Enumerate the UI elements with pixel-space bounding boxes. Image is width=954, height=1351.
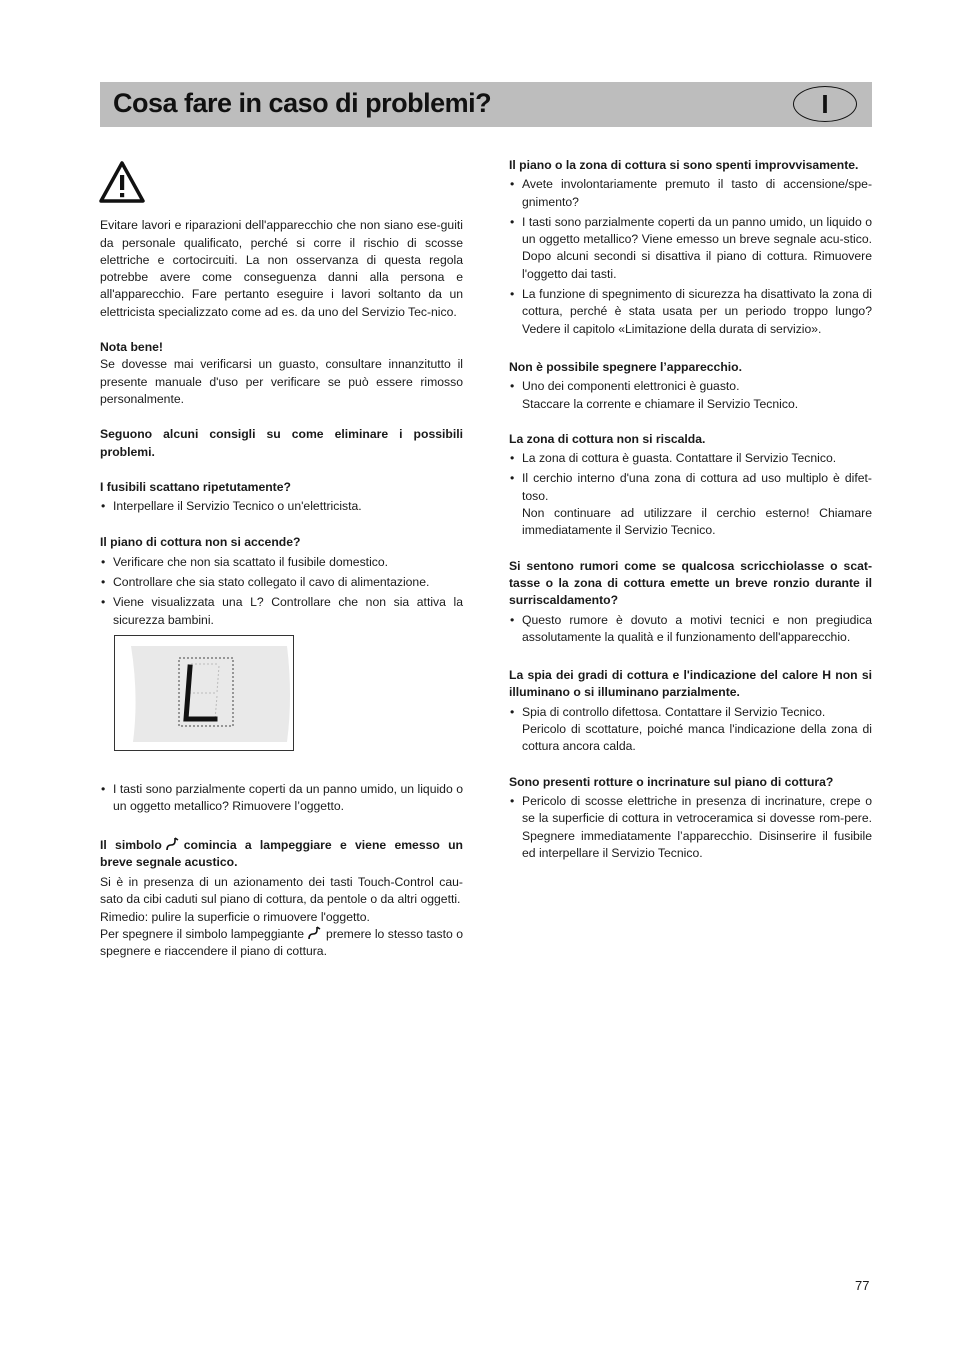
simbolo-text-1: Si è in presenza di un azionamento dei tasti Touch-Control cau-sato da cibi caduti sul piano di cottura, da pentole o da altri oggetti. xyxy=(100,875,463,907)
display-panel-icon xyxy=(115,636,293,750)
list-item: • Spia di controllo difettosa. Contattare il Servizio Tecnico. xyxy=(509,704,872,721)
list-item: • Avete involontariamente premuto il tasto di accensione/spe-gnimento? xyxy=(509,176,872,211)
rumori-heading: Si sentono rumori come se qualcosa scricchiolasse o scat-tasse o la zona di cottura emette un breve ronzio durante il surriscaldamento? xyxy=(509,558,872,608)
right-column xyxy=(509,157,872,865)
list-item: • Verificare che non sia scattato il fusibile domestico. xyxy=(100,554,463,571)
simbolo-text-2: Rimedio: pulire la superficie o rimuovere l'oggetto. xyxy=(100,909,370,924)
simbolo-heading-part: Il simbolo xyxy=(100,837,162,852)
touch-symbol-icon xyxy=(308,926,322,940)
spenti-heading: Il piano o la zona di cottura si sono spenti improvvisamente. xyxy=(509,158,859,172)
child-lock-display-illustration xyxy=(114,635,294,751)
simbolo-heading xyxy=(100,837,463,872)
riscalda-heading: La zona di cottura non si riscalda. xyxy=(509,431,706,446)
simbolo-text-part: premere lo stesso tasto o spegnere e riaccendere il piano di cottura. xyxy=(100,927,463,959)
nota-heading: Nota bene! xyxy=(100,340,163,355)
language-badge: I xyxy=(793,86,857,122)
consigli-heading: Seguono alcuni consigli su come eliminare i possibili problemi. xyxy=(100,427,463,459)
list-item: • Pericolo di scosse elettriche in presenza di incrinature, crepe o se la superficie di cottura in vetroceramica si dovesse rom-pere. Spegnere immediatamente l’apparecchio. Disinserire il fusibile ed interpellare il Servizio Tecnico. xyxy=(509,793,872,862)
spegnere-heading: Non è possibile spegnere l’apparecchio. xyxy=(509,359,742,374)
nota-text: Se dovesse mai verificarsi un guasto, consultare innanzitutto il presente manuale d'uso per verificare se può essere rimosso personalmente. xyxy=(100,357,463,406)
warning-icon xyxy=(98,160,146,204)
touch-symbol-icon xyxy=(166,837,180,851)
list-item: • Viene visualizzata una L? Controllare che non sia attiva la sicurezza bambini. xyxy=(100,594,463,629)
riscalda-list xyxy=(509,450,872,505)
accende-list xyxy=(100,554,463,629)
spegnere-list xyxy=(509,378,872,395)
list-item: • I tasti sono parzialmente coperti da un panno umido, un liquido o un oggetto metallico? Rimuovere l’oggetto. xyxy=(100,781,463,816)
page-title: Cosa fare in caso di problemi? xyxy=(113,88,492,118)
spia-heading: La spia dei gradi di cottura e l'indicazione del calore H non si illuminano o si illuminano parzialmente. xyxy=(509,668,872,700)
spenti-list xyxy=(509,176,872,338)
list-item: • La funzione di spegnimento di sicurezza ha disattivato la zona di cottura, perché è stata usata per un periodo troppo lungo? Vedere il capitolo «Limitazione della durata di servizio». xyxy=(509,286,872,338)
spia-continuation: Pericolo di scottature, poiché manca l'indicazione della zona di cottura ancora calda. xyxy=(522,722,872,754)
list-item: • I tasti sono parzialmente coperti da un panno umido, un liquido o un oggetto metallico? Viene emesso un breve segnale acu-stico. Dopo alcuni secondi si disattiva il piano di cottura. Rimuovere l'oggetto dai tasti. xyxy=(509,214,872,283)
list-item: • La zona di cottura è guasta. Contattare il Servizio Tecnico. xyxy=(509,450,872,467)
accende-heading: Il piano di cottura non si accende? xyxy=(100,535,301,550)
list-item: • Interpellare il Servizio Tecnico o un'elettricista. xyxy=(100,498,463,515)
tasti-list xyxy=(100,781,463,816)
riscalda-continuation: Non continuare ad utilizzare il cerchio esterno! Chiamare immediatamente il Servizio Tecnico. xyxy=(522,506,872,538)
simbolo-text-part: Per spegnere il simbolo lampeggiante xyxy=(100,927,305,942)
simbolo-heading-part: comincia a lampeggiare e viene emesso un breve segnale acustico. xyxy=(100,837,463,869)
page-header xyxy=(100,82,872,127)
fusibili-heading: I fusibili scattano ripetutamente? xyxy=(100,479,291,494)
list-item: • Il cerchio interno d'una zona di cottura ad uso multiplo è difet-toso. xyxy=(509,470,872,505)
list-item-text: Uno dei componenti elettronici è guasto. xyxy=(522,379,740,394)
spegnere-continuation: Staccare la corrente e chiamare il Servizio Tecnico. xyxy=(522,396,799,411)
list-item: • Controllare che sia stato collegato il cavo di alimentazione. xyxy=(100,574,463,591)
rotture-heading: Sono presenti rotture o incrinature sul piano di cottura? xyxy=(509,774,834,789)
simbolo-text-3 xyxy=(100,926,463,961)
rotture-list xyxy=(509,793,872,862)
list-item: • Questo rumore è dovuto a motivi tecnici e non pregiudica assolutamente la qualità e il funzionamento dell'apparecchio. xyxy=(509,612,872,647)
page-number: 77 xyxy=(855,1278,870,1293)
fusibili-list xyxy=(100,498,463,515)
left-column xyxy=(100,160,463,961)
intro-text: Evitare lavori e riparazioni dell'apparecchio che non siano ese-guiti da personale qualificato, perché si corre il rischio di scosse elettriche e cortocircuiti. La non osservanza di questa regola potrebbe avere come conseguenza danni alla persona e all'apparecchio. Fare pertanto eseguire i lavori soltanto da un elettricista specializzato come ad es. da uno del Servizio Tec-nico. xyxy=(100,218,463,319)
rumori-list xyxy=(509,612,872,647)
spia-list xyxy=(509,704,872,721)
list-item xyxy=(509,378,872,395)
